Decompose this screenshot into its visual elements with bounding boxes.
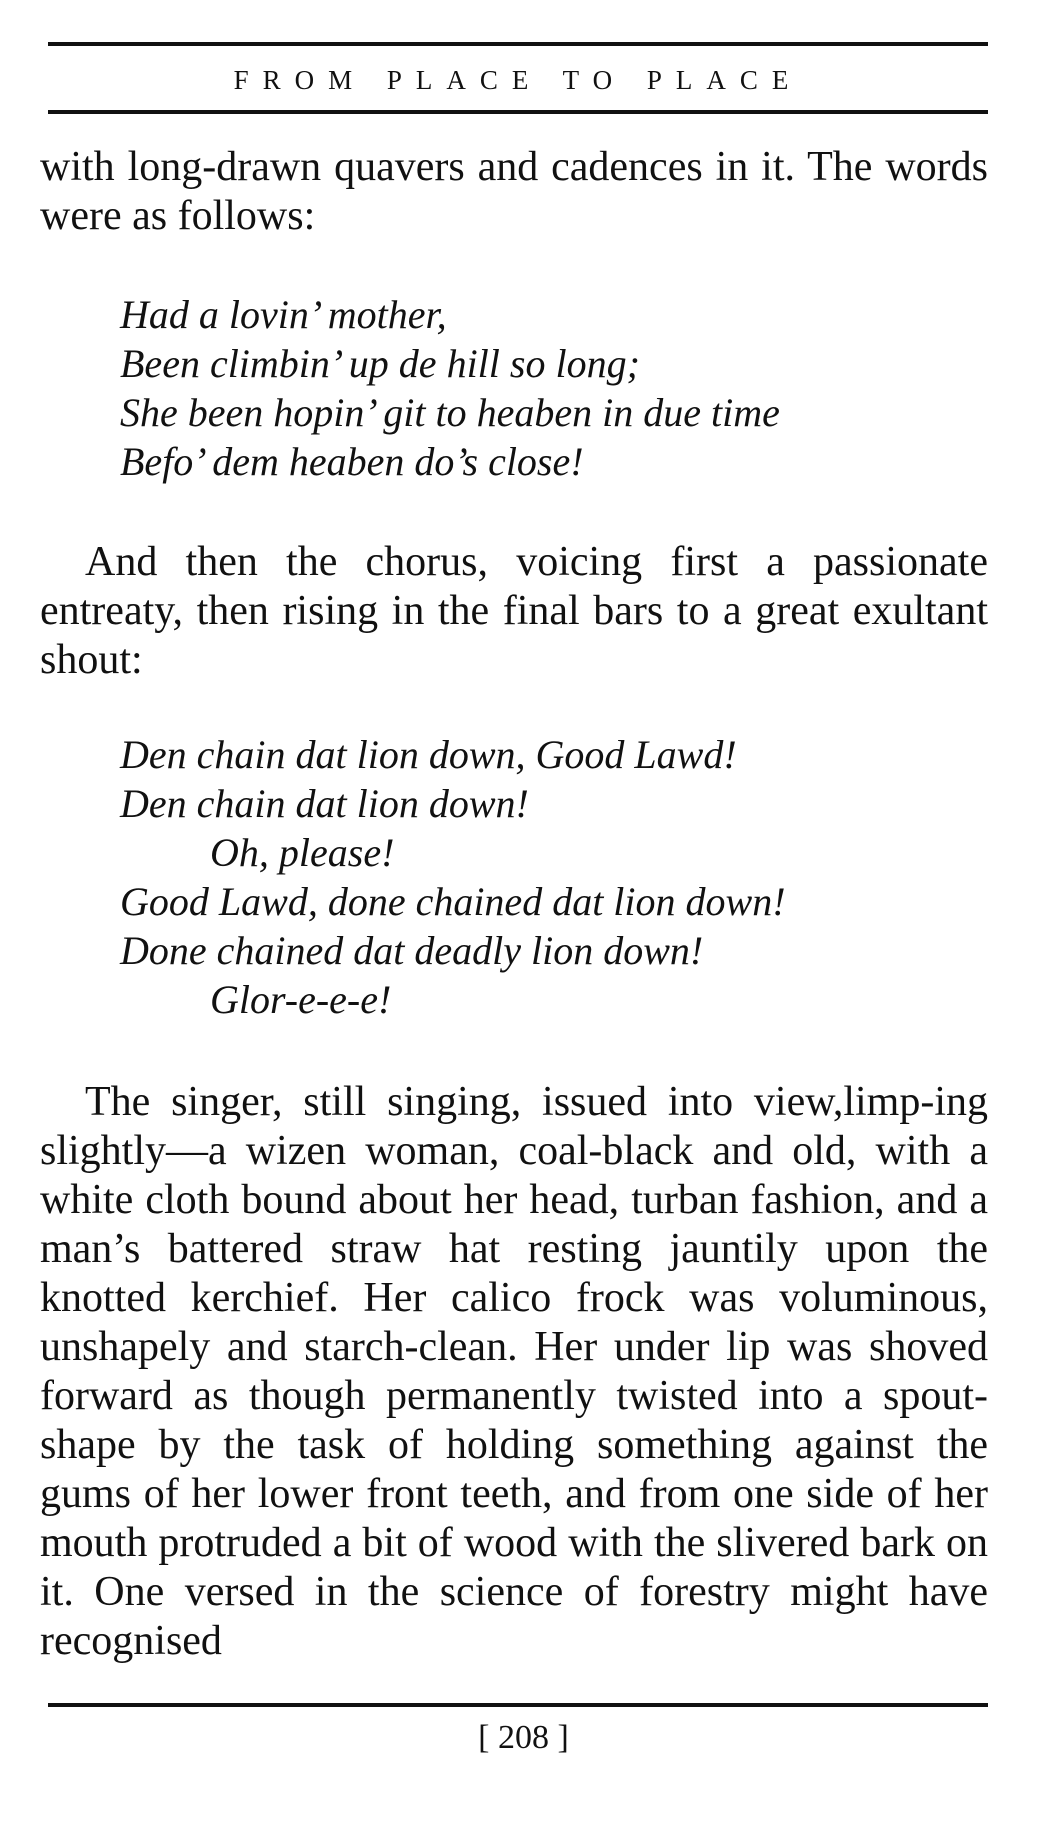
page-number: [ 208 ] [478, 1719, 569, 1756]
header-rule-bottom [48, 110, 988, 114]
footer-rule [48, 1703, 988, 1707]
paragraph-3: The singer, still singing, issued into view,limp-ing slightly—a wizen woman, coal-black and old, with a white cloth bound about her head, turban fashion, and a man’s battered straw hat resting jauntily upon the knotted kerchief. Her calico frock was voluminous, unshapely and starch-clean. Her under lip was shoved forward as though permanently twisted into a spout-shape by the task of holding something against the gums of her lower front teeth, and from one side of her mouth protruded a bit of wood with the slivered bark on it. One versed in the science of forestry might have recognised [40, 1079, 988, 1664]
header-rule-top [48, 42, 988, 46]
verse-line: Had a lovin’ mother, [120, 292, 447, 337]
running-head: FROM PLACE TO PLACE [233, 65, 803, 95]
verse-line: Good Lawd, done chained dat lion down! [120, 879, 786, 924]
verse-stanza-1 [120, 290, 980, 486]
verse-line-indented: Oh, please! [210, 830, 395, 875]
paragraph-2: And then the chorus, voicing first a passionate entreaty, then rising in the final bars to a great exultant shout: [40, 539, 988, 683]
verse-stanza-2 [120, 730, 980, 1024]
verse-line-indented: Glor-e-e-e! [210, 977, 392, 1022]
verse-line: Done chained dat deadly lion down! [120, 928, 704, 973]
paragraph-1: with long-drawn quavers and cadences in it. The words were as follows: [40, 144, 988, 239]
verse-line: Den chain dat lion down, Good Lawd! [120, 732, 737, 777]
verse-line: Been climbin’ up de hill so long; [120, 341, 640, 386]
verse-line: She been hopin’ git to heaben in due time [120, 390, 780, 435]
verse-line: Befo’ dem heaben do’s close! [120, 439, 584, 484]
verse-line: Den chain dat lion down! [120, 781, 529, 826]
